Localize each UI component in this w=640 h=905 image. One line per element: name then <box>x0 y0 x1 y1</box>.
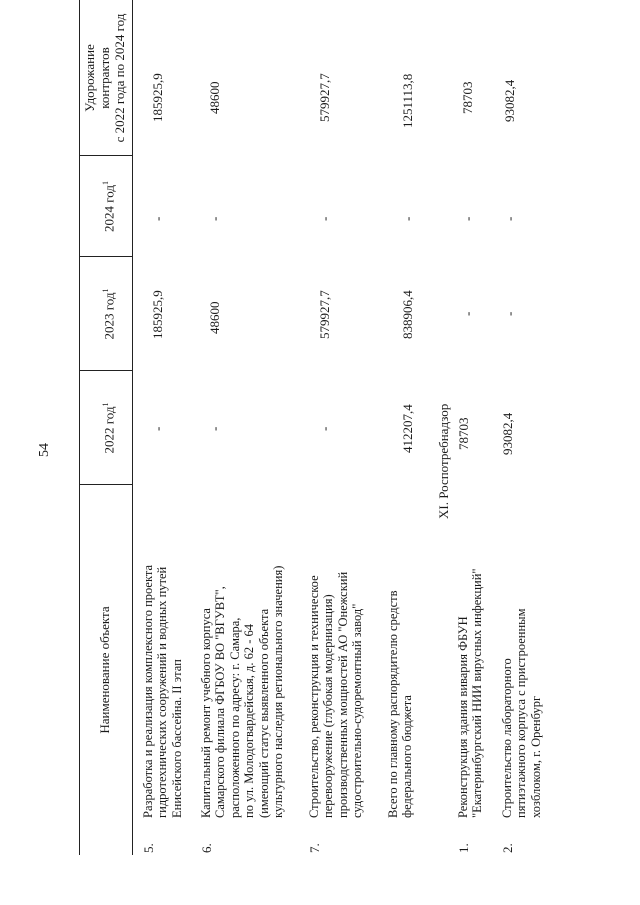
cell-2023: 48600 <box>207 301 222 334</box>
header-2023: 2023 год$^1$ <box>101 288 117 340</box>
header-cost-increase: Удорожание контрактов с 2022 года по 2024 год <box>82 13 127 143</box>
row-number: 1. <box>456 843 471 853</box>
row-name: Разработка и реализация комплексного проекта гидротехнических сооружений и водных путей Енисейского бассейна. II этап <box>141 564 184 818</box>
cell-2024: - <box>400 216 415 221</box>
cell-2023: 838906,4 <box>400 290 415 339</box>
cell-increase: 185925,9 <box>150 73 165 122</box>
cell-2022: 78703 <box>456 417 471 450</box>
cell-2024: - <box>207 216 222 221</box>
row-name: Строительство лабораторного пятиэтажного корпуса с пристроенным хозблоком, г. Оренбург <box>500 608 543 818</box>
page-number: 54 <box>37 443 52 457</box>
cell-2023: - <box>502 311 517 316</box>
cell-increase: 78703 <box>460 81 475 114</box>
header-name: Наименование объекта <box>97 606 112 734</box>
row-number: 6. <box>199 843 214 853</box>
cell-2022: 412207,4 <box>400 404 415 453</box>
cell-2024: - <box>317 216 332 221</box>
cell-increase: 93082,4 <box>502 79 517 122</box>
total-label: Всего по главному распорядителю средств федерального бюджета <box>386 590 415 818</box>
cell-increase: 579927,7 <box>317 73 332 122</box>
header-2024: 2024 год$^1$ <box>101 181 117 232</box>
header-2022: 2022 год$^1$ <box>101 402 117 454</box>
cell-2024: - <box>460 216 475 221</box>
row-number: 5. <box>141 843 156 853</box>
cell-2023: - <box>460 311 475 316</box>
header-bottom-border <box>132 0 133 855</box>
cell-2023: 185925,9 <box>150 290 165 339</box>
row-name: Реконструкция здания вивария ФБУН "Екатеринбургский НИИ вирусных инфекций" <box>456 568 485 818</box>
cell-2022: - <box>150 426 165 431</box>
cell-increase: 48600 <box>207 81 222 114</box>
row-name: Строительство, реконструкция и техническое перевооружение (глубокая модернизация) производственных мощностей АО "Онежский судостроительно-судоремонтный завод" <box>307 571 365 818</box>
cell-2022: - <box>207 426 222 431</box>
cell-2022: 93082,4 <box>500 412 515 455</box>
cell-2023: 579927,7 <box>317 290 332 339</box>
row-number: 7. <box>307 843 322 853</box>
row-number: 2. <box>500 843 515 853</box>
cell-increase: 1251113,8 <box>400 73 415 128</box>
section-title: XI. Роспотребнадзор <box>436 403 451 519</box>
row-name: Капитальный ремонт учебного корпуса Самарского филиала ФГБОУ ВО "ВГУВТ", расположенного по адресу: г. Самара, по ул. Молодогвардейская, д. 62 - 64 (имеющий статус выявленного объекта культурного наследия регионального значения) <box>199 565 286 818</box>
cell-2022: - <box>317 426 332 431</box>
cell-2024: - <box>150 216 165 221</box>
table-top-border <box>79 0 80 855</box>
cell-2024: - <box>502 216 517 221</box>
